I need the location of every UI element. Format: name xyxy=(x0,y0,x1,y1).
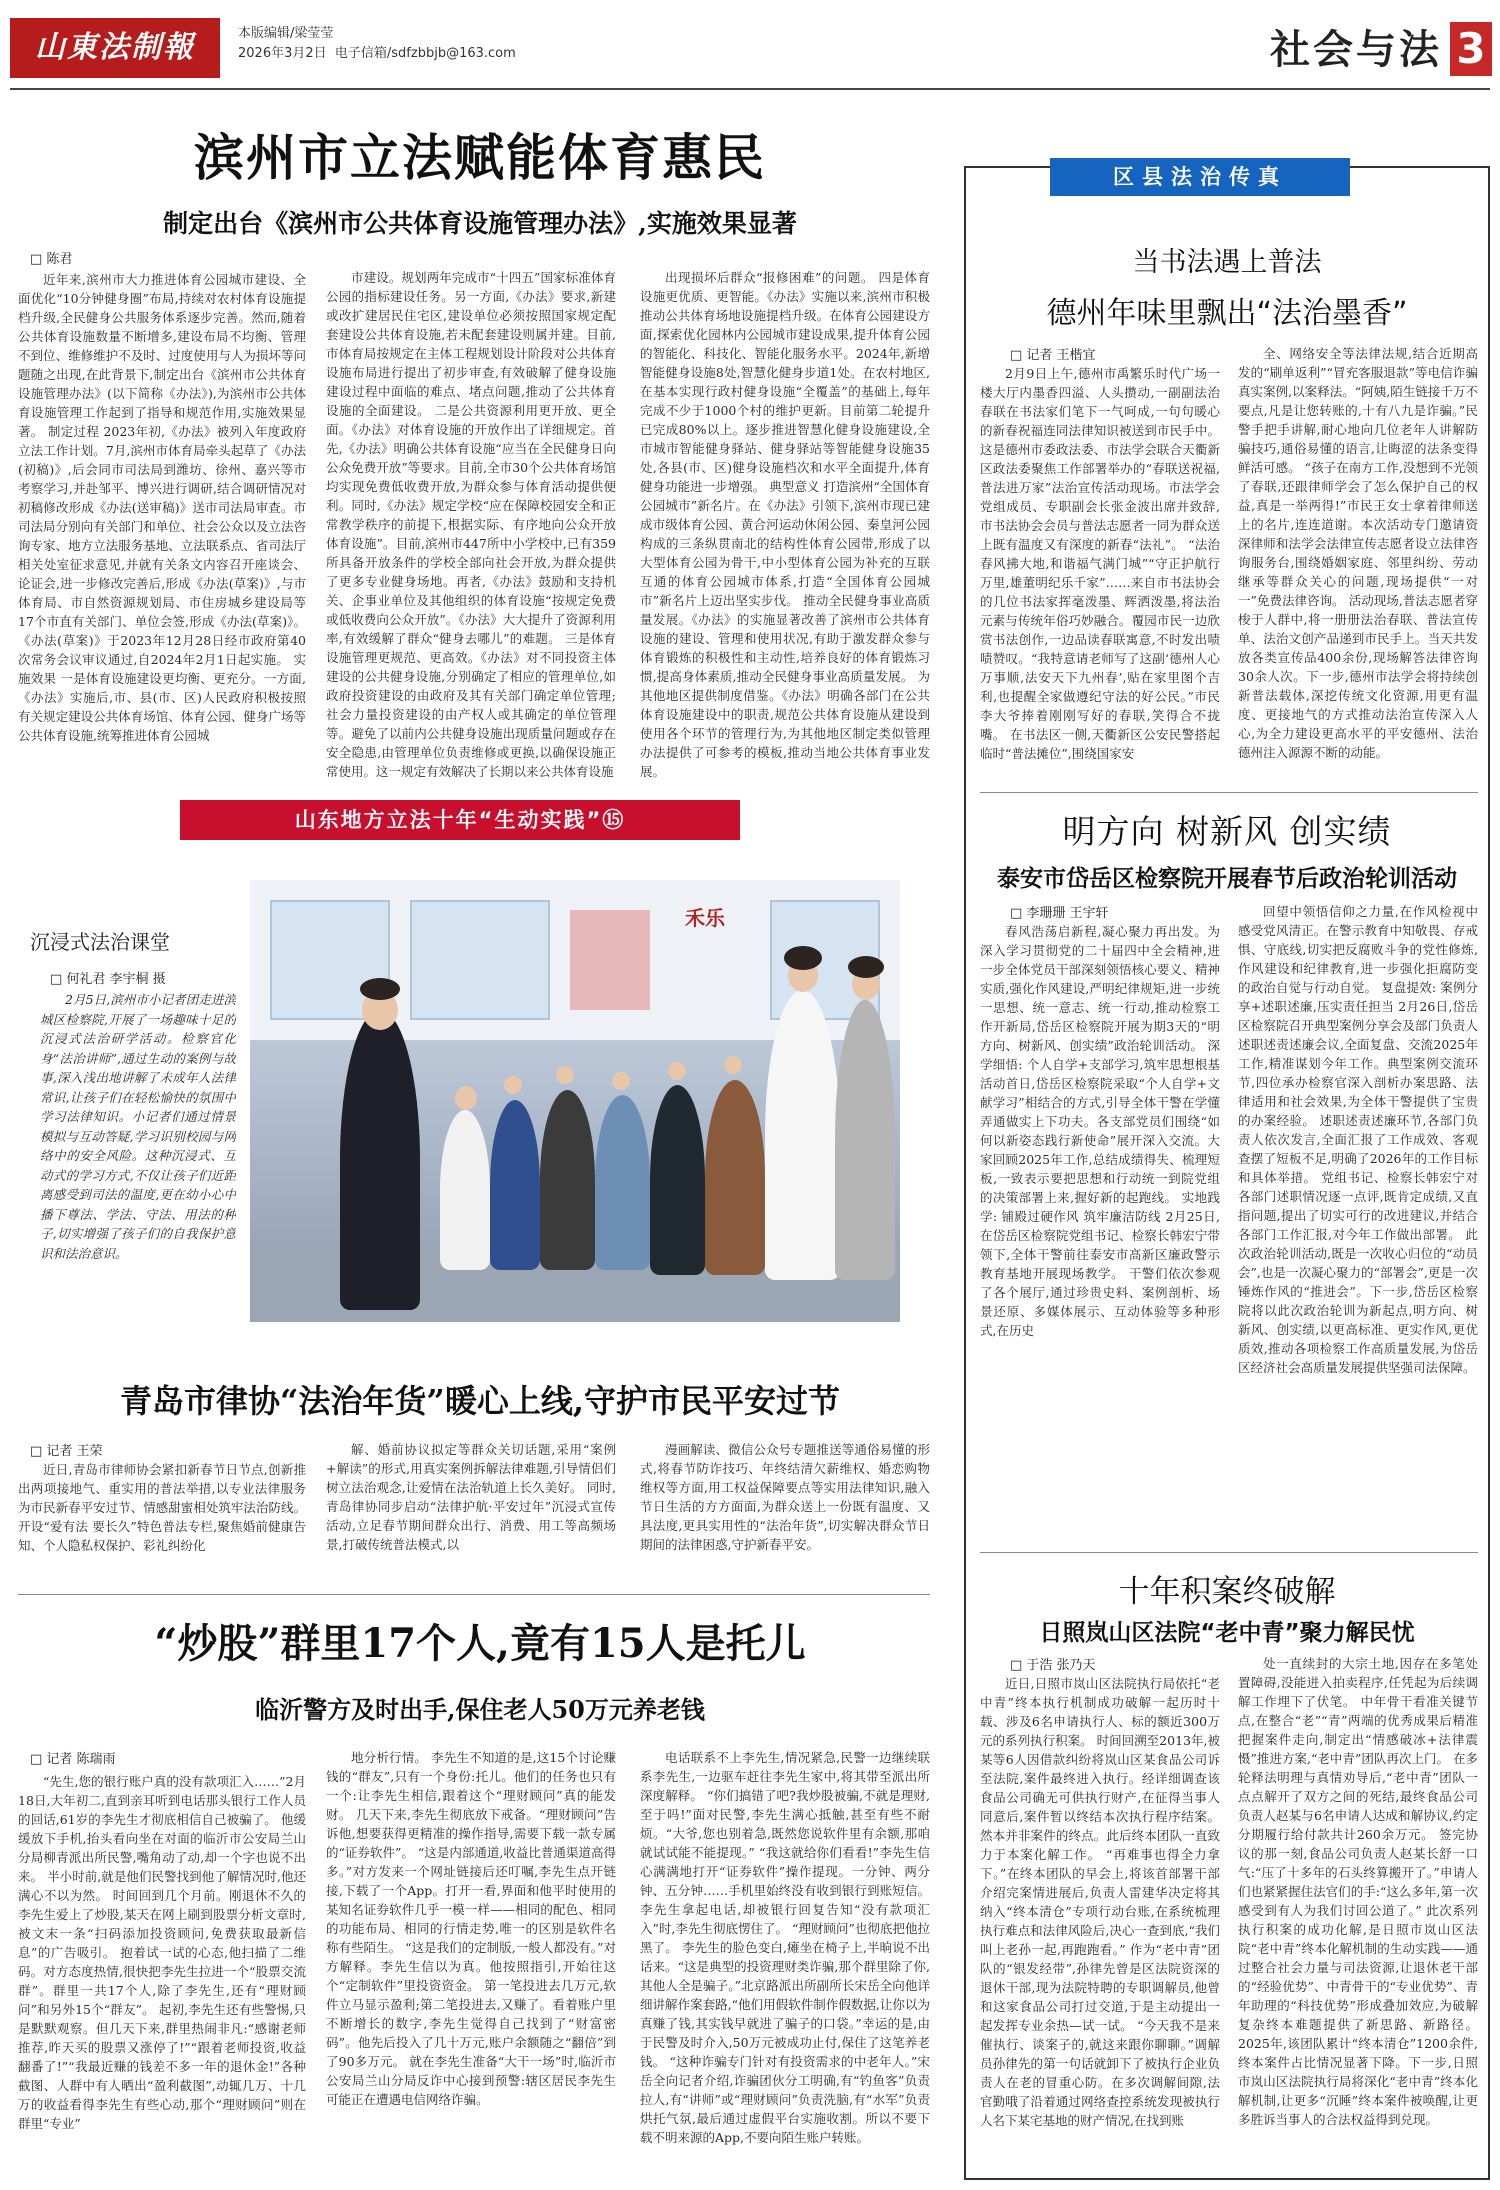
photo-story-title: 沉浸式法治课堂 xyxy=(30,930,170,954)
paragraph: 2月9日上午,德州市禹繁乐时代广场一楼大厅内墨香四溢、人头攒动,一副副法治春联在书法家们笔下一气呵成,一句句暖心的新春祝福连同法律知识被送到市民手中。这是德州市委政法委、市法学会联合天衢新区政法委聚焦工作部署举办的“春联送祝福,普法进万家”法治宣传活动现场。市法学会党组成员、专职副会长张金波出席并致辞,市书法协会会员与普法志愿者一同为群众送上既有温度又有深度的新春“法礼”。 “法治春风拂大地,和谐福气满门城”“守正护航行万里,雄董明纪乐千家”……来自市书法协会的几位书法家挥毫泼墨、辉洒泼墨,将法治元素与传统年俗巧妙融合。覆园市民一边欣赏书法创作,一边品读春联寓意,不时发出啧啧赞叹。“我特意请老师写了这副‘德州人心万事顺,法安天下九州春’,贴在家里图个吉利,也提醒全家做遵纪守法的好公民。”市民李大爷捧着刚刚写好的春联,笑得合不拢嘴。 在书法区一侧,天衢新区公安民警搭起临时“普法摊位”,围绕国家安 xyxy=(980,366,1220,761)
photo-student xyxy=(650,1085,705,1275)
masthead-info xyxy=(238,24,516,64)
paragraph: 回望中领悟信仰之力量,在作风检视中感受党风清正。在警示教育中知敬畏、存戒惧、守底线,切实把反腐败斗争的党性修炼,作风建设和纪律教育,进一步强化拒腐防变的政治自觉与行动自觉。 复盘提效: 案例分享+述职述廉,压实责任担当 2月26日,岱岳区检察院召开典型案例分享会及部门负责人述职述责述廉会议,全面复盘、交流2025年工作,精准谋划今年工作。典型案例交流环节,四位承办检察官深入剖析办案思路、法律适用和社会效果,为全体干警提供了宝贵的办案经验。 述职述责述廉环节,各部门负责人依次发言,全面汇报了工作成效、客观查摆了短板不足,明确了2026年的工作目标和具体举措。 党组书记、检察长韩宏宁对各部门述职情况逐一点评,既肯定成绩,又直指问题,提出了切实可行的改进建议,并结合各部门工作汇报,对今年工作做出部署。 此次政治轮训活动,既是一次收心归位的“动员会”,也是一次凝心聚力的“部署会”,更是一次锤炼作风的“推进会”。下一步,岱岳区检察院将以此次政治轮训为新起点,明方向、树新风、创实绩,以更高标准、更实作风,更优质效,推动各项检察工作高质量发展,为岱岳区经济社会高质量发展提供坚强司法保障。 xyxy=(1238,904,1478,1375)
paragraph: 近年来,滨州市大力推进体育公园城市建设、全面优化“10分钟健身圈”布局,持续对农村体育设施提档升级,全民健身公共服务体系逐步完善。然而,随着公共体育设施数量不断增多,建设布局不均衡、管理不到位、维修维护不及时、过度使用与人为损坏等问题随之出现,在此背景下,制定出台《滨州市公共体育设施管理办法》(以下简称《办法》),为滨州市公共体育设施管理工作起到了指导和规范作用,实施效果显著。 制定过程 2023年初,《办法》被列入年度政府立法工作计划。7月,滨州市体育局牵头起草了《办法(初稿)》,后会同市司法局到潍坊、徐州、嘉兴等市考察学习,并赴邹平、博兴进行调研,结合调研情况对初稿修改形成《办法(送审稿)》送市司法局审查。市司法局分别向有关部门和单位、社会公众以及立法咨询专家、地方立法服务基地、立法联系点、省司法厅相关处室征求意见,并就有关条文内容召开座谈会、论证会,进一步修改完善后,形成《办法(草案)》,与市体育局、市自然资源规划局、市住房城乡建设局等17个市直有关部门、单位会签,形成《办法(草案)》。《办法(草案)》于2023年12月28日经市政府第40次常务会议审议通过,自2024年2月1日起实施。 实施效果 一是体育设施建设更均衡、更充分。一方面,《办法》实施后,市、县(市、区)人民政府积极按照有关规定建设公共体育场馆、体育公园、健身广场等公共体育设施,统筹推进体育公园城 xyxy=(18,272,306,743)
article-linyi-col1 xyxy=(18,1772,306,2180)
photo-student-face xyxy=(724,1056,742,1074)
photo-student-face xyxy=(612,1072,630,1090)
masthead-logo: 山東法制報 xyxy=(10,18,220,78)
photo-student-face xyxy=(504,1076,522,1094)
article-byline-lanshan: □ 于浩 张乃天 xyxy=(1010,1658,1096,1673)
right-column-banner: 区县法治传真 xyxy=(1050,158,1350,196)
paragraph: 出现损坏后群众“报修困难”的问题。 四是体育设施更优质、更智能。《办法》实施以来,滨州市积极推动公共体育场地设施提档升级。在体育公园建设方面,探索优化园林内公园城市建设成果,提升体育公园的智能化、科技化、智能化服务水平。2024年,新增智能健身设施8处,智慧化健身步道1处。在农村地区,在基本实现行政村健身设施“全覆盖”的基础上,每年完成不少于1000个村的维护更新。目前第二轮提升已完成80%以上。逐步推进智慧化健身设施建设,全市城市智能健身驿站、健身驿站等智能健身设施35处,各县(市、区)健身设施档次和水平全面提升,体育健身功能进一步增强。 典型意义 打造滨州“全国体育公园城市”新名片。在《办法》引领下,滨州市现已建成市级体育公园、黄合河运动休闲公园、秦皇河公园构成的三条纵贯南北的结构性体育公园带,形成了以大型体育公园为骨干,中小型体育公园为补充的互联互通的体育公园城市体系,打造“全国体育公园城市”新名片上迈出坚实步伐。 推动全民健身事业高质量发展。《办法》的实施显著改善了滨州市公共体育设施的建设、管理和使用状况,有助于激发群众参与体育锻炼的积极性和主动性,培养良好的体育锻炼习惯,提高身体素质,推动全民健身事业高质量发展。 为其他地区提供制度借鉴。《办法》明确各部门在公共体育设施建设中的职责,规范公共体育设施从建设到使用各个环节的管理行为,为其他地区制定类似管理办法提供了可参考的模板,推动当地公共体育事业发展。 xyxy=(640,270,930,779)
paragraph: 地分析行情。 李先生不知道的是,这15个讨论赚钱的“群友”,只有一个身份:托儿。他们的任务也只有一个:让李先生相信,跟着这个“理财顾问”真的能发财。 几天下来,李先生彻底放下戒备。“理财顾问”告诉他,想要获得更精准的操作指导,需要下载一款专属的“证券软件”。 “这是内部通道,收益比普通渠道高得多。”对方发来一个网址链接后还叮嘱,李先生点开链接,下载了一个App。打开一看,界面和他平时使用的某知名证券软件几乎一模一样——相同的配色、相同的功能布局、相同的行情走势,唯一的区别是软件名称有些陌生。 “这是我们的定制版,一般人都没有。”对方解释。李先生信以为真。他按照指引,开始往这个“定制软件”里投资资金。 第一笔投进去几万元,软件立马显示盈利;第二笔投进去,又赚了。看着账户里不断增长的数字,李先生觉得自己找到了“财富密码”。他先后投入了几十万元,账户余额随之“翻倍”到了90多万元。 就在李先生准备“大干一场”时,临沂市公安局兰山分局反诈中心接到预警:辖区居民李先生可能正在遭遇电信网络诈骗。 xyxy=(326,1750,616,2107)
photo-student xyxy=(595,1095,650,1270)
article-subtitle-daiyue: 泰安市岱岳区检察院开展春节后政治轮训活动 xyxy=(997,866,1457,892)
article-byline-binzhou: □ 陈君 xyxy=(30,252,73,267)
article-byline-dezhou: □ 记者 王楷宜 xyxy=(1010,348,1096,363)
article-qingdao-col1 xyxy=(18,1460,306,1578)
divider xyxy=(980,1552,1478,1553)
article-binzhou-col1 xyxy=(18,270,306,790)
article-title-linyi: “炒股”群里17个人,竟有15人是托儿 xyxy=(154,1620,806,1667)
photo-student xyxy=(490,1100,540,1270)
photo-student xyxy=(835,1000,895,1280)
paragraph: 市建设。规划两年完成市“十四五”国家标准体育公园的指标建设任务。另一方面,《办法》要求,新建或改扩建居民住宅区,建设单位必须按照国家规定配套建设公共体育设施,若未配套建设则属并建。目前,市体育局按规定在主体工程规划设计阶段对公共体育设施布局进行提出了初步审查,有效破解了健身设施建设过程中面临的难点、堵点问题,推动了公共体育设施的全面建设。 二是公共资源利用更开放、更全面。《办法》对体育设施的开放作出了详细规定。首先,《办法》明确公共体育设施“应当在全民健身日向公众免费开放”等要求。目前,全市30个公共体育场馆均实现免费低收费开放,为群众参与体育活动提供便利。同时,《办法》规定学校“应在保障校园安全和正常教学秩序的前提下,根据实际、有序地向公众开放体育设施”。目前,滨州市447所中小学校中,已有359所具备开放条件的学校全部向社会开放,为群众提供了更多专业健身场地。再者,《办法》鼓励和支持机关、企事业单位及其他组织的体育设施“按规定免费或低收费向公众开放”。《办法》大大提升了资源利用率,有效缓解了群众“健身去哪儿”的难题。 三是体育设施管理更规范、更高效。《办法》对不同投资主体建设的公共健身设施,分别确定了相应的管理单位,如政府投资建设的由政府及其有关部门确定单位管理;社会力量投资建设的由产权人或其确定的单位管理等。避免了以前内公共健身设施出现质量问题或存在安全隐患,由管理单位负责维修或更换,以确保设施正常使用。这一规定有效解决了长期以来公共体育设施 xyxy=(326,270,616,779)
article-daiyue-col2 xyxy=(1238,902,1478,1542)
editor-line: 本版编辑/梁莹莹 xyxy=(238,26,334,41)
photo-student xyxy=(540,1090,595,1270)
article-byline-linyi: □ 记者 陈瑞雨 xyxy=(30,1752,116,1767)
article-byline-qingdao: □ 记者 王荣 xyxy=(30,1444,103,1459)
paragraph: 近日,青岛市律师协会紧扣新春节日节点,创新推出两项接地气、重实用的普法举措,以专业法律服务为市民新春平安过节、情感甜蜜相处筑牢法治防线。 开设“爱有法 要长久”特色普法专栏,聚焦婚前健康告知、个人隐私权保护、彩礼纠纷化 xyxy=(18,1462,306,1553)
photo-student-hair xyxy=(848,956,884,978)
series-banner: 山东地方立法十年“生动实践”⑮ xyxy=(180,800,740,840)
article-binzhou-col3 xyxy=(640,268,930,790)
article-dezhou-col2 xyxy=(1238,344,1478,784)
article-title-daiyue: 明方向 树新风 创实绩 xyxy=(1062,812,1392,851)
page-number: 3 xyxy=(1450,22,1492,76)
news-photo-classroom xyxy=(250,880,900,1322)
article-title-dezhou: 当书法遇上普法 xyxy=(1132,247,1322,278)
paragraph: 2月5日,滨州市小记者团走进滨城区检察院,开展了一场趣味十足的沉浸式法治研学活动。检察官化身“法治讲师”,通过生动的案例与故事,深入浅出地讲解了未成年人法律常识,让孩子们在轻松愉快的氛围中学习法律知识。小记者们通过情景模拟与互动答疑,学习识别校园与网络中的安全风险。这种沉浸式、互动式的学习方式,不仅让孩子们近距离感受到司法的温度,更在幼小心中播下尊法、学法、守法、用法的种子,切实增强了孩子们的自我保护意识和法治意识。 xyxy=(40,992,236,1261)
photo-sign: 禾乐 xyxy=(685,906,725,930)
article-qingdao-col3 xyxy=(640,1440,930,1578)
photo-display-panel xyxy=(570,910,650,1010)
article-subtitle-linyi: 临沂警方及时出手,保住老人50万元养老钱 xyxy=(255,1695,705,1724)
date-email-line xyxy=(238,44,516,64)
article-title-binzhou: 滨州市立法赋能体育惠民 xyxy=(194,129,766,187)
article-qingdao-col2 xyxy=(326,1440,616,1578)
photo-student-hair xyxy=(784,946,822,970)
article-lanshan-col1 xyxy=(980,1674,1220,2170)
paragraph: “先生,您的银行账户真的没有款项汇入……”2月18日,大年初二,直到亲耳听到电话那头银行工作人员的回话,61岁的李先生才彻底相信自己被骗了。 他缓缓放下手机,抬头看向坐在对面的临沂市公安局兰山分局柳青派出所民警,嘴角动了动,却一个字也说不出来。 半小时前,就是他们民警找到他了解情况时,他还满心不以为然。 时间回到几个月前。刚退休不久的李先生爱上了炒股,某天在网上刷到股票分析文章时,被文末一条“扫码添加投资顾问,免费获取最新信息”的广告吸引。 抱着试一试的心态,他扫描了二维码。对方态度热情,很快把李先生拉进一个“股票交流群”。群里一共17个人,除了李先生,还有“理财顾问”和另外15个“群友”。 起初,李先生还有些警惕,只是默默观察。但几天下来,群里热闹非凡:“感谢老师推荐,昨天买的股票又涨停了!”“跟着老师投资,收益翻番了!”“我最近赚的钱差不多一年的退休金!”各种截图、人群中有人晒出“盈利截图”,动辄几万、十几万的收益看得李先生有些心动,那个“理财顾问”则在群里“专业” xyxy=(18,1774,306,2131)
photo-presenter-hair xyxy=(360,978,400,1000)
section-title: 社会与法 xyxy=(1270,26,1442,73)
article-subtitle-lanshan: 日照岚山区法院“老中青”聚力解民忧 xyxy=(1039,1620,1415,1646)
article-byline-daiyue: □ 李珊珊 王宇轩 xyxy=(1010,906,1109,921)
article-lanshan-col2 xyxy=(1238,1654,1478,2170)
photo-presenter xyxy=(340,1010,420,1310)
article-title-lanshan: 十年积案终破解 xyxy=(1118,1574,1336,1610)
paragraph: 漫画解读、微信公众号专题推送等通俗易懂的形式,将春节防诈技巧、年终结清欠薪维权、婚恋购物维权等方面,用工权益保障要点等实用法律知识,融入节日生活的方方面面,为群众送上一份既有温度、又具法度,更具实用性的“法治年货”,切实解决群众节日期间的法律困惑,守护新春平安。 xyxy=(640,1442,930,1552)
article-subtitle-binzhou: 制定出台《滨州市公共体育设施管理办法》,实施效果显著 xyxy=(163,209,797,238)
article-linyi-col2 xyxy=(326,1748,616,2180)
email: 电子信箱/sdfzbbjb@163.com xyxy=(334,46,516,61)
photo-display-panel xyxy=(410,900,550,1020)
photo-student xyxy=(765,990,840,1280)
date: 2026年3月2日 xyxy=(238,46,327,61)
paragraph: 处一直续封的大宗土地,因存在多笔处置障碍,没能进入拍卖程序,任凭起为后续调解工作埋下了伏笔。 中年骨干看准关键节点,在整合“老”“青”两端的优秀成果后精准把握案件走向,制定出“情感破冰+法律震慑”推进方案,“老中青”团队再次上门。 在多轮释法明理与真情劝导后,“老中青”团队一点点解开了双方之间的死结,最终食品公司负责人赵某与6名申请人达成和解协议,约定分期履行给付款共计260余万元。 签完协议的那一刻,食品公司负责人赵某长舒一口气:“压了十多年的石头终算搬开了。”申请人们也紧紧握住法官们的手:“这么多年,第一次感受到有人为我们讨回公道了。” 此次系列执行积案的成功化解,是日照市岚山区法院“老中青”终本化解机制的生动实践——通过整合社会力量与司法资源,让退休老干部的“经验优势”、中青骨干的“专业优势”、青年助理的“科技优势”形成叠加效应,为破解复杂终本难题提供了新思路、新路径。2025年,该团队累计“终本清仓”1200余件,终本案件占比情况显著下降。下一步,日照市岚山区法院执行局将深化“老中青”终本化解机制,让更多“沉睡”终本案件被唤醒,让更多胜诉当事人的合法权益得到兑现。 xyxy=(1238,1656,1478,2127)
paragraph: 全、网络安全等法律法规,结合近期高发的“刷单返利”“冒充客服退款”等电信诈骗真实案例,以案释法。“阿姨,陌生链接千万不要点,凡是让您转账的,十有八九是诈骗。”民警手把手讲解,耐心地向几位老年人讲解防骗技巧,通俗易懂的语言,让晦涩的法条变得鲜活可感。 “孩子在南方工作,没想到不光领了春联,还跟律师学会了怎么保护自己的权益,真是一举两得!”市民王女士拿着律师送上的名片,连连道谢。本次活动专门邀请资深律师和法学会法律宣传志愿者设立法律咨询服务台,围绕婚姻家庭、邻里纠纷、劳动继承等群众关心的问题,现场提供“一对一”免费法律咨询。 活动现场,普法志愿者穿梭于人群中,将一册册法治春联、普法宣传单、法治文创产品递到市民手上。当天共发放各类宣传品400余份,现场解答法律咨询30余人次。下一步,德州市法学会将持续创新普法载体,深挖传统文化资源,用更有温度、更接地气的方式推动法治宣传深入人心,为全力建设更高水平的平安德州、法治德州注入源源不断的动能。 xyxy=(1238,346,1478,760)
article-linyi-col3 xyxy=(640,1748,930,2180)
paragraph: 近日,日照市岚山区法院执行局依托“老中青”终本执行机制成功破解一起历时十载、涉及6名申请执行人、标的额近300万元的系列执行积案。 时间回溯至2013年,被某等6人因借款纠纷将岚山区某食品公司诉至法院,案件最终进入执行。经详细调查该食品公司确无可供执行财产,在征得当事人同意后,案件暂以终结本次执行程序结案。 然本并非案件的终点。此后终本团队一直致力于本案化解工作。 “再难事也得全力拿下。”在终本团队的早会上,将该首部署干部介绍完案情进展后,负责人雷建华决定将其纳入“终本清仓”专项行动台账,在系统梳理执行难点和法律风险后,决心一查到底,“我们叫上老孙一起,再跑跑看。” 作为“老中青”团队的“银发经带”,孙律先曾是区法院资深的退休干部,现为法院特聘的专职调解员,他曾和这家食品公司打过交道,于是主动提出一起发挥专业余热—试一试。 “今天我不是来催执行、谈案子的,就这来跟你聊聊。”调解员孙律先的第一句话就卸下了被执行企业负责人在老的冒重心防。在多次调解间隙,法官勤哦了沿着通过网络查控系统发现被执行人名下某宅基地的财产情况,在找到账 xyxy=(980,1676,1220,2128)
article-dezhou-col1 xyxy=(980,364,1220,784)
article-daiyue-col1 xyxy=(980,922,1220,1542)
divider xyxy=(980,792,1478,793)
paragraph: 春风浩荡启新程,凝心聚力再出发。为深入学习贯彻党的二十届四中全会精神,进一步全体党员干部深刻领悟核心要义、精神实质,强化作风建设,严明纪律规矩,进一步统一思想、统一意志、统一行动,推动检察工作开新局,岱岳区检察院开展为期3天的“明方向、树新风、创实绩”政治轮训活动。 深学细悟: 个人自学+支部学习,筑牢思想根基 活动首日,岱岳区检察院采取“个人自学+文献学习”相结合的方式,引导全体干警在学懂弄通做实上下功夫。各支部党员们围绕“如何以新姿态践行新使命”展开深入交流。大家回顾2025年工作,总结成绩得失、梳理短板,一致表示要把思想和行动统一到院党组的决策部署上来,握好新的起跑线。 实地践学: 铺殿过硬作风 筑牢廉洁防线 2月25日,在岱岳区检察院党组书记、检察长韩宏宁带领下,全体干警前往泰安市高新区廉政警示教育基地开展现场教学。 干警们依次参观了各个展厅,通过珍贵史料、案例剖析、场景还原、多媒体展示、互动体验等多种形式,在历史 xyxy=(980,924,1220,1338)
article-binzhou-col2 xyxy=(326,268,616,790)
article-title-qingdao: 青岛市律协“法治年货”暖心上线,守护市民平安过节 xyxy=(120,1382,840,1420)
divider xyxy=(18,1594,930,1595)
photo-story-text xyxy=(40,990,236,1320)
photo-student-face xyxy=(455,1086,477,1110)
photo-student xyxy=(440,1110,490,1270)
photo-student xyxy=(705,1080,765,1275)
photo-student-face xyxy=(556,1066,574,1084)
paragraph: 解、婚前协议拟定等群众关切话题,采用“案例+解读”的形式,用真实案例拆解法律难题,引导情侣们树立法治观念,让爱情在法治轨道上长久美好。 同时,青岛律协同步启动“法律护航·平安过年”沉浸式宣传活动,立足春节期间群众出行、消费、用工等高频场景,打破传统普法模式,以 xyxy=(326,1442,616,1552)
photo-student-face xyxy=(668,1062,686,1080)
photo-story-byline: □ 何礼君 李宇桐 摄 xyxy=(50,972,166,987)
header-rule xyxy=(10,88,1490,90)
article-subtitle-dezhou: 德州年味里飘出“法治墨香” xyxy=(1046,296,1408,331)
paragraph: 电话联系不上李先生,情况紧急,民警一边继续联系李先生,一边驱车赶往李先生家中,将其带至派出所深度解释。 “你们搞错了吧?我炒股被骗,不就是理财,至于吗!”面对民警,李先生满心抵触,甚至有些不耐烦。“大爷,您也别着急,既然您说软件里有余额,那咱就试试能不能提现。” “我这就给你们看看!”李先生信心满满地打开“证券软件”操作提现。一分钟、两分钟、五分钟……手机里始终没有收到银行到账短信。李先生拿起电话,却被银行回复告知“没有款项汇入”时,李先生彻底愣住了。 “理财顾问”也彻底把他拉黑了。 李先生的脸色变白,瘫坐在椅子上,半晌说不出话来。“这是典型的投资理财类诈骗,那个群里除了你,其他人全是骗子。”北京路派出所副所长宋岳全向他详细讲解作案套路,“他们用假软件制作假数据,让你以为真赚了钱,其实钱早就进了骗子的口袋。”幸运的是,由于民警及时介入,50万元被成功止付,保住了这笔养老钱。 “这种诈骗专门针对有投资需求的中老年人。”宋岳全向记者介绍,诈骗团伙分工明确,有“钓鱼客”负责拉人,有“讲师”或“理财顾问”负责洗脑,有“水军”负责烘托气氛,最后通过虚假平台实施收割。所以不要下载不明来源的App,不要向陌生账户转账。 xyxy=(640,1750,930,2145)
